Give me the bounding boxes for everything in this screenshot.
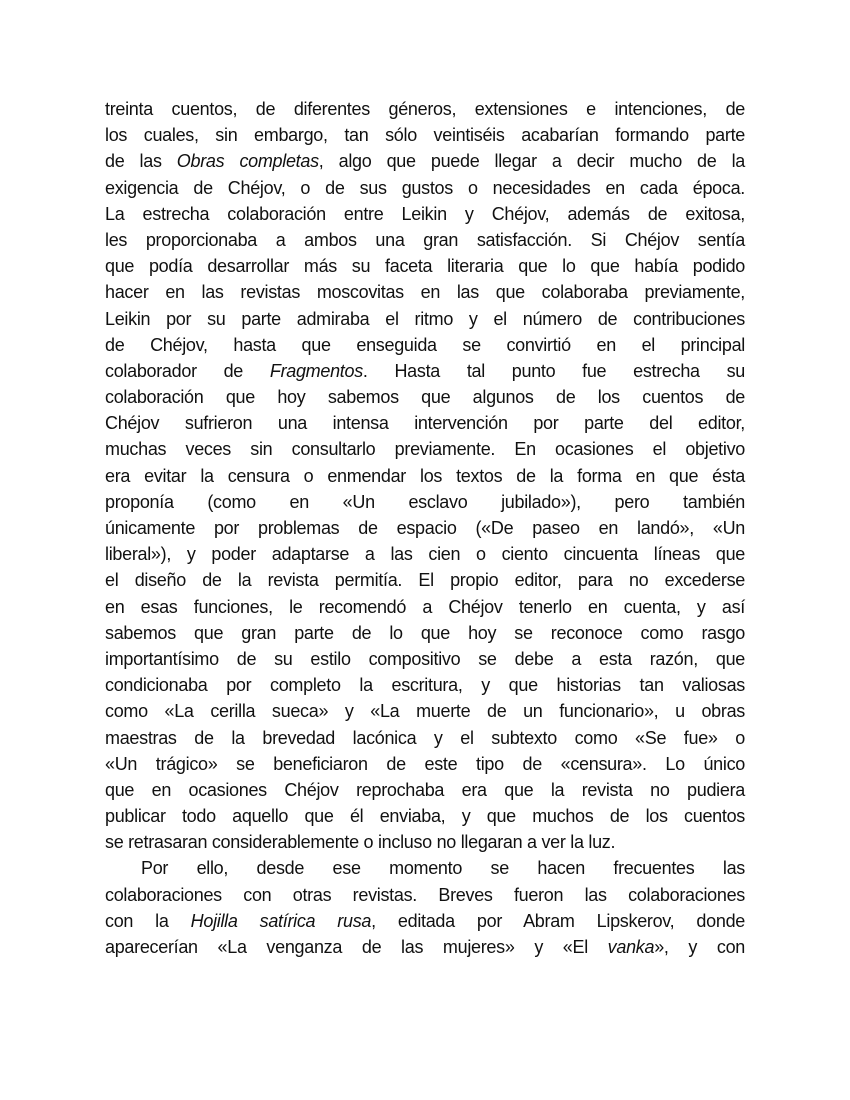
text-line	[105, 934, 745, 960]
text-segment: colaborador de	[105, 360, 270, 381]
text-line	[105, 541, 745, 567]
text-line	[105, 358, 745, 384]
text-segment: . Hasta tal punto fue estrecha su	[362, 360, 745, 381]
text-line	[105, 515, 745, 541]
text-line	[105, 463, 745, 489]
text-segment: Chéjov sufrieron una intensa intervención por parte del editor,	[105, 413, 745, 434]
text-line	[105, 803, 745, 829]
text-segment: colaboraciones con otras revistas. Breves fueron las colaboraciones	[105, 884, 745, 905]
text-segment: », y con	[654, 937, 745, 957]
text-segment: La estrecha colaboración entre Leikin y Chéjov, además de exitosa,	[105, 203, 745, 224]
text-line	[105, 751, 745, 777]
text-segment: maestras de la brevedad lacónica y el subtexto como «Se fue» o	[105, 727, 745, 748]
italic-title-text: Hojilla satírica rusa	[190, 910, 372, 931]
text-segment: aparecerían «La venganza de las mujeres» y «El	[105, 937, 608, 957]
text-line	[105, 436, 745, 462]
text-line	[105, 122, 745, 148]
text-segment: colaboración que hoy sabemos que algunos de los cuentos de	[105, 387, 745, 408]
text-segment: importantísimo de su estilo compositivo se debe a esta razón, que	[105, 648, 745, 669]
text-segment: «Un trágico» se beneficiaron de este tipo de «censura». Lo único	[105, 753, 745, 774]
text-segment: les proporcionaba a ambos una gran satisfacción. Si Chéjov sentía	[105, 229, 745, 250]
text-line	[105, 227, 745, 253]
text-line	[105, 594, 745, 620]
text-line	[105, 279, 745, 305]
text-segment: el diseño de la revista permitía. El propio editor, para no excederse	[105, 570, 745, 591]
text-segment: liberal»), y poder adaptarse a las cien o ciento cincuenta líneas que	[105, 544, 745, 565]
italic-title-text: Obras completas	[176, 151, 319, 172]
text-segment: que podía desarrollar más su faceta literaria que lo que había podido	[105, 256, 745, 277]
text-line	[105, 306, 745, 332]
text-segment: en esas funciones, le recomendó a Chéjov tenerlo en cuenta, y así	[105, 596, 745, 617]
text-line	[105, 384, 745, 410]
text-line	[105, 829, 745, 855]
text-line	[105, 332, 745, 358]
text-segment: condicionaba por completo la escritura, y que historias tan valiosas	[105, 675, 745, 696]
italic-title-text: Fragmentos	[269, 360, 363, 381]
text-segment: los cuales, sin embargo, tan sólo veintiséis acabarían formando parte	[105, 125, 745, 146]
text-segment: Leikin por su parte admiraba el ritmo y el número de contribuciones	[105, 308, 745, 329]
text-line	[105, 489, 745, 515]
text-line	[105, 908, 745, 934]
text-line	[105, 410, 745, 436]
text-line	[105, 855, 745, 881]
text-line	[105, 175, 745, 201]
text-segment: con la	[105, 910, 191, 931]
text-segment: de las	[105, 151, 177, 172]
text-line	[105, 646, 745, 672]
text-segment: Por ello, desde ese momento se hacen frecuentes las	[141, 858, 745, 879]
text-line	[105, 201, 745, 227]
text-segment: muchas veces sin consultarlo previamente. En ocasiones el objetivo	[105, 439, 745, 460]
text-segment: únicamente por problemas de espacio («De paseo en landó», «Un	[105, 518, 745, 538]
text-line	[105, 620, 745, 646]
text-segment: publicar todo aquello que él enviaba, y que muchos de los cuentos	[105, 806, 745, 827]
text-line	[105, 672, 745, 698]
text-line	[105, 567, 745, 593]
text-segment: que en ocasiones Chéjov reprochaba era que la revista no pudiera	[105, 779, 745, 800]
text-segment: de Chéjov, hasta que enseguida se convirtió en el principal	[105, 334, 745, 355]
text-segment: se retrasaran considerablemente o incluso no llegaran a ver la luz.	[105, 832, 616, 853]
text-line	[105, 148, 745, 174]
text-line	[105, 96, 745, 122]
text-segment: sabemos que gran parte de lo que hoy se reconoce como rasgo	[105, 622, 745, 643]
text-segment: exigencia de Chéjov, o de sus gustos o necesidades en cada época.	[105, 177, 745, 198]
text-line	[105, 777, 745, 803]
text-segment: era evitar la censura o enmendar los textos de la forma en que ésta	[105, 465, 745, 486]
text-line	[105, 725, 745, 751]
text-block	[105, 96, 745, 960]
text-segment: treinta cuentos, de diferentes géneros, extensiones e intenciones, de	[105, 99, 745, 119]
text-line	[105, 253, 745, 279]
text-segment: , editada por Abram Lipskerov, donde	[371, 910, 745, 931]
text-segment: , algo que puede llegar a decir mucho de la	[318, 151, 745, 172]
text-segment: como «La cerilla sueca» y «La muerte de un funcionario», u obras	[105, 701, 745, 722]
text-segment: hacer en las revistas moscovitas en las que colaboraba previamente,	[105, 282, 745, 303]
text-segment: proponía (como en «Un esclavo jubilado»), pero también	[105, 491, 745, 512]
text-line	[105, 698, 745, 724]
text-line	[105, 882, 745, 908]
italic-title-text: vanka	[607, 937, 655, 957]
